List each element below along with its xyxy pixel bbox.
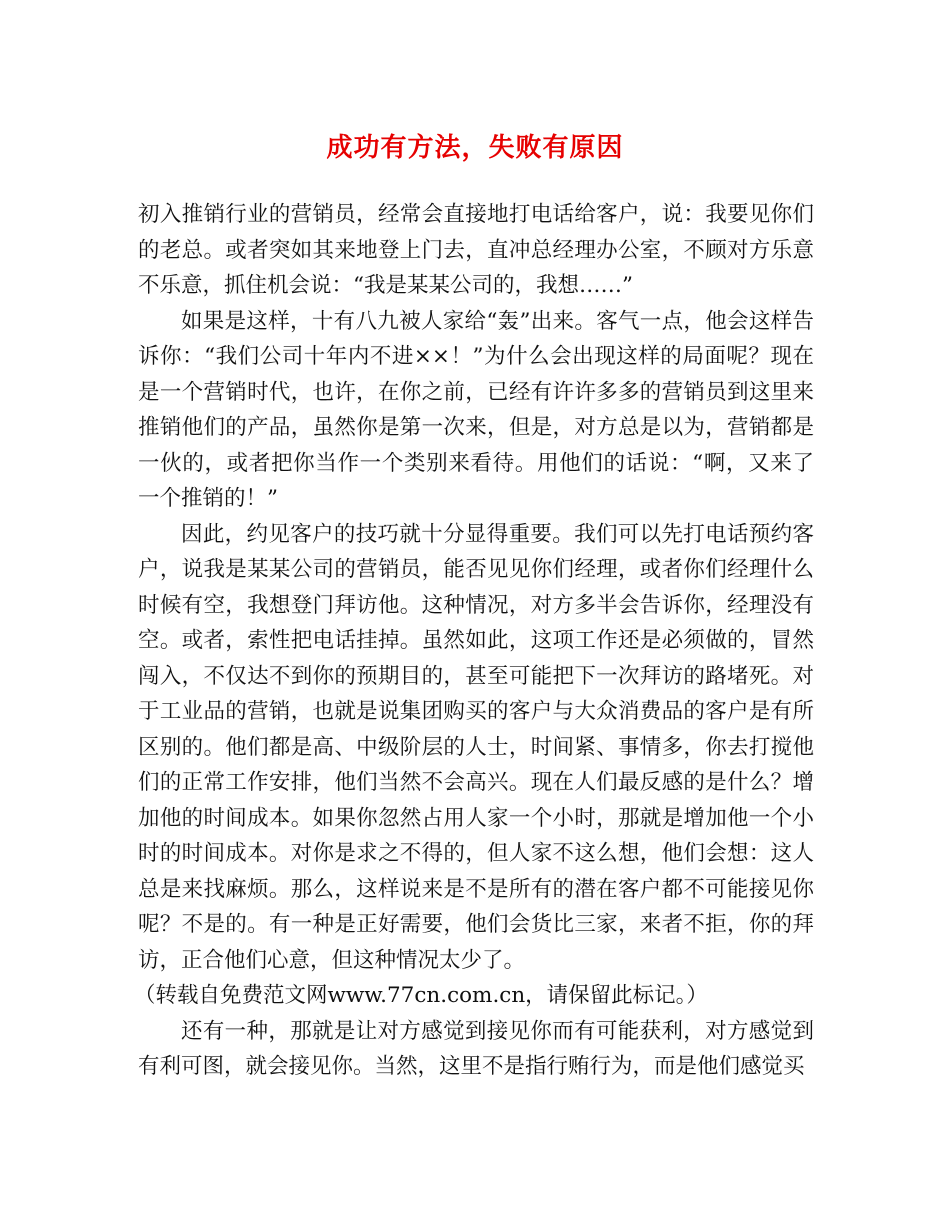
paragraph-4: 还有一种，那就是让对方感觉到接见你而有可能获利，对方感觉到有利可图，就会接见你。当然，这里不是指行贿行为，而是他们感觉买 (138, 1018, 814, 1079)
article-body (134, 197, 814, 1085)
page-title: 成功有方法，失败有原因 (326, 133, 624, 163)
source-note: （转载自免费范文网www.77cn.com.cn，请保留此标记。） (134, 983, 708, 1008)
paragraph-1: 初入推销行业的营销员，经常会直接地打电话给客户，说：我要见你们的老总。或者突如其来地登上门去，直冲总经理办公室，不顾对方乐意不乐意，抓住机会说：“我是某某公司的，我想……” (138, 202, 814, 298)
paragraph-2: 如果是这样，十有八九被人家给“轰”出来。客气一点，他会这样告诉你：“我们公司十年内不进××！”为什么会出现这样的局面呢？现在是一个营销时代，也许，在你之前，已经有许许多多的营销员到这里来推销他们的产品，虽然你是第一次来，但是，对方总是以为，营销都是一伙的，或者把你当作一个类别来看待。用他们的话说：“啊，又来了一个推销的！” (138, 308, 814, 511)
paragraph-3: 因此，约见客户的技巧就十分显得重要。我们可以先打电话预约客户，说我是某某公司的营销员，能否见见你们经理，或者你们经理什么时候有空，我想登门拜访他。这种情况，对方多半会告诉你，经理没有空。或者，索性把电话挂掉。虽然如此，这项工作还是必须做的，冒然闯入，不仅达不到你的预期目的，甚至可能把下一次拜访的路堵死。对于工业品的营销，也就是说集团购买的客户与大众消费品的客户是有所区别的。他们都是高、中级阶层的人士，时间紧、事情多，你去打搅他们的正常工作安排，他们当然不会高兴。现在人们最反感的是什么？增加他的时间成本。如果你忽然占用人家一个小时，那就是增加他一个小时的时间成本。对你是求之不得的，但人家不这么想，他们会想：这人总是来找麻烦。那么，这样说来是不是所有的潜在客户都不可能接见你呢？不是的。有一种是正好需要，他们会货比三家，来者不拒，你的拜访，正合他们心意，但这种情况太少了。 (138, 521, 814, 973)
